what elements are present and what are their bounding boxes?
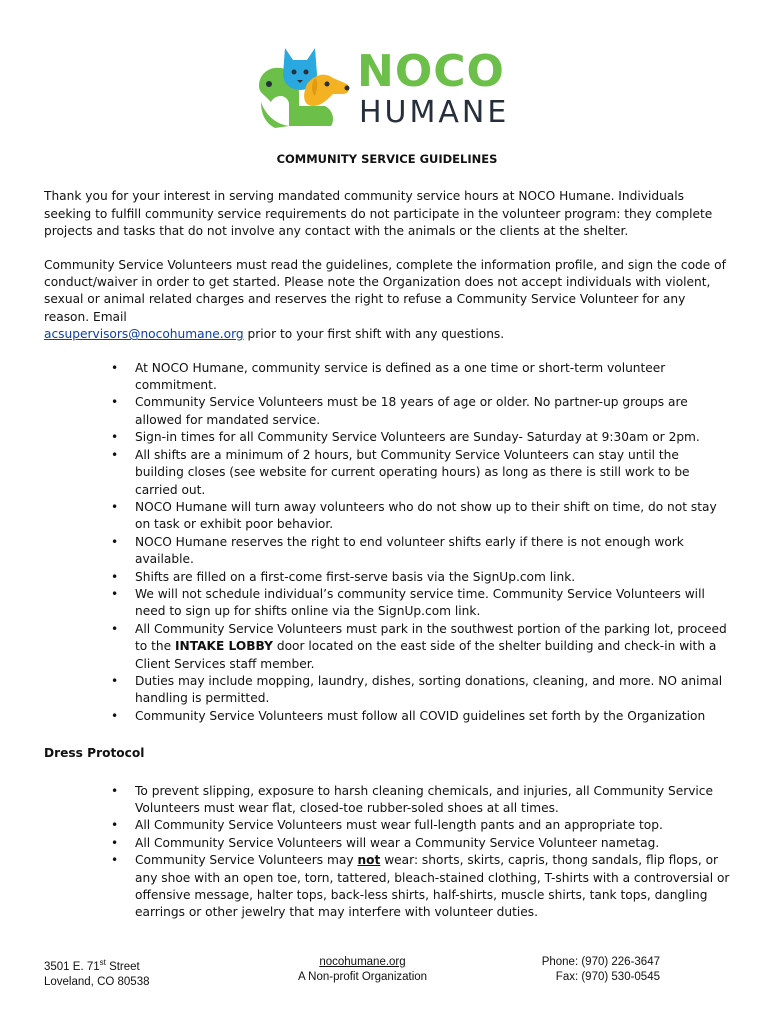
intro-paragraph: Thank you for your interest in serving mandated community service hours at NOCO Humane. Individuals seeking to fulfill community service requirements do not participate in the volunteer program: they complete projects and tasks that do not involve any contact with the animals or the clients at the shelter. [44,189,713,239]
list-item-text: Duties may include mopping, laundry, dishes, sorting donations, cleaning, and more. NO animal handling is permitted. [135,673,723,706]
email-link[interactable]: acsupervisors@nocohumane.org [44,327,244,342]
guidelines-list [44,360,730,726]
list-item [44,586,730,621]
list-item [44,360,730,395]
bullet-icon: • [111,360,119,375]
list-item [44,708,730,725]
list-item [44,499,730,534]
bullet-icon: • [111,835,119,850]
list-item-text: Sign-in times for all Community Service Volunteers are Sunday- Saturday at 9:30am or 2pm. [135,430,700,445]
list-item-text: Community Service Volunteers must be 18 years of age or older. No partner-up groups are allowed for mandated service. [135,395,688,427]
logo-wordmark-noco: NOCO [357,46,505,97]
not-emphasis: not [357,853,381,868]
list-item-text: To prevent slipping, exposure to harsh cleaning chemicals, and injuries, all Community Service Volunteers must wear flat, closed-toe rubber-soled shoes at all times. [135,783,714,815]
website-link[interactable]: nocohumane.org [319,956,406,968]
list-item [44,817,730,834]
bullet-icon: • [111,395,119,410]
bullet-icon: • [111,569,119,584]
list-item-text: All Community Service Volunteers will wear a Community Service Volunteer nametag. [135,835,660,850]
list-item [44,429,730,446]
document-body [44,151,730,922]
address-line-1 [44,955,150,975]
bullet-icon: • [111,818,119,833]
address-line-2: Loveland, CO 80538 [44,975,150,988]
list-item-prohibited [44,852,730,922]
list-item [44,569,730,586]
parking-text-end: door located on the east side of the shelter building and check-in with a Client Services staff member. [135,639,717,671]
list-item [44,835,730,852]
bullet-icon: • [111,447,119,462]
list-item [44,447,730,499]
list-item-text: NOCO Humane reserves the right to end volunteer shifts early if there is not enough work available. [135,534,684,567]
intake-lobby-label: INTAKE LOBBY [174,639,273,654]
list-item-text: We will not schedule individual’s community service time. Community Service Volunteers will need to sign up for shifts online via the SignUp.com link. [135,586,705,619]
list-item [44,394,730,429]
list-item [44,673,730,708]
bullet-icon: • [111,853,119,868]
bullet-icon: • [111,783,119,798]
list-item-text: All shifts are a minimum of 2 hours, but Community Service Volunteers can stay until the building closes (see website for current operating hours) as long as there is still work to be carried out. [135,447,690,497]
address-ordinal: st [99,958,106,967]
list-item-text: At NOCO Humane, community service is defined as a one time or short-term volunteer commitment. [135,360,666,393]
address-street-name: Street [105,960,140,973]
requirements-text: Community Service Volunteers must read the guidelines, complete the information profile, and sign the code of conduct/waiver in order to get started. Please note the Organization does not accept individuals with violent, sexual or animal related charges and reserves the right to refuse a Community Service Volunteer for any reason. Email [44,257,726,324]
animals-logo-icon [255,44,355,134]
bullet-icon: • [111,586,119,601]
requirements-paragraph [44,257,730,344]
prohibited-text: Community Service Volunteers may [135,853,358,868]
dress-protocol-heading: Dress Protocol [44,746,145,761]
footer-address [44,955,150,990]
prohibited-text-end: wear: shorts, skirts, capris, thong sandals, flip flops, or any shoe with an open toe, torn, tattered, bleach-stained clothing, T-shirts with a controversial or offensive message, halter tops, back-less shirts, half-shirts, muscle shirts, tank tops, dangling earrings or other jewelry that may interfere with volunteer duties. [135,853,730,920]
list-item [44,534,730,569]
bullet-icon: • [111,430,119,445]
list-item-text: Shifts are filled on a first-come first-serve basis via the SignUp.com link. [135,569,576,584]
list-item-text: NOCO Humane will turn away volunteers who do not show up to their shift on time, do not stay on task or exhibit poor behavior. [135,499,717,532]
page-title: COMMUNITY SERVICE GUIDELINES [276,152,498,166]
address-street-number: 3501 E. 71 [44,960,100,973]
dress-protocol-list [44,783,730,922]
list-item-parking [44,621,730,673]
logo-wordmark-humane: HUMANE [359,95,510,130]
list-item-text: Community Service Volunteers must follow all COVID guidelines set forth by the Organization [135,708,706,723]
phone-number: Phone: (970) 226-3647 [541,956,660,968]
requirements-text-end: prior to your first shift with any questions. [243,327,505,342]
bullet-icon: • [111,621,119,636]
fax-number: Fax: (970) 530-0545 [555,971,660,983]
org-type: A Non-profit Organization [297,971,428,983]
footer-center [250,955,475,985]
list-item-text: All Community Service Volunteers must wear full-length pants and an appropriate top. [135,818,663,833]
list-item [44,783,730,818]
footer-contact [500,955,660,985]
bullet-icon: • [111,499,119,514]
bullet-icon: • [111,534,119,549]
parking-text: All Community Service Volunteers must park in the southwest portion of the parking lot, proceed to the [135,621,727,654]
noco-humane-logo [255,44,517,134]
bullet-icon: • [111,673,119,688]
bullet-icon: • [111,708,119,723]
